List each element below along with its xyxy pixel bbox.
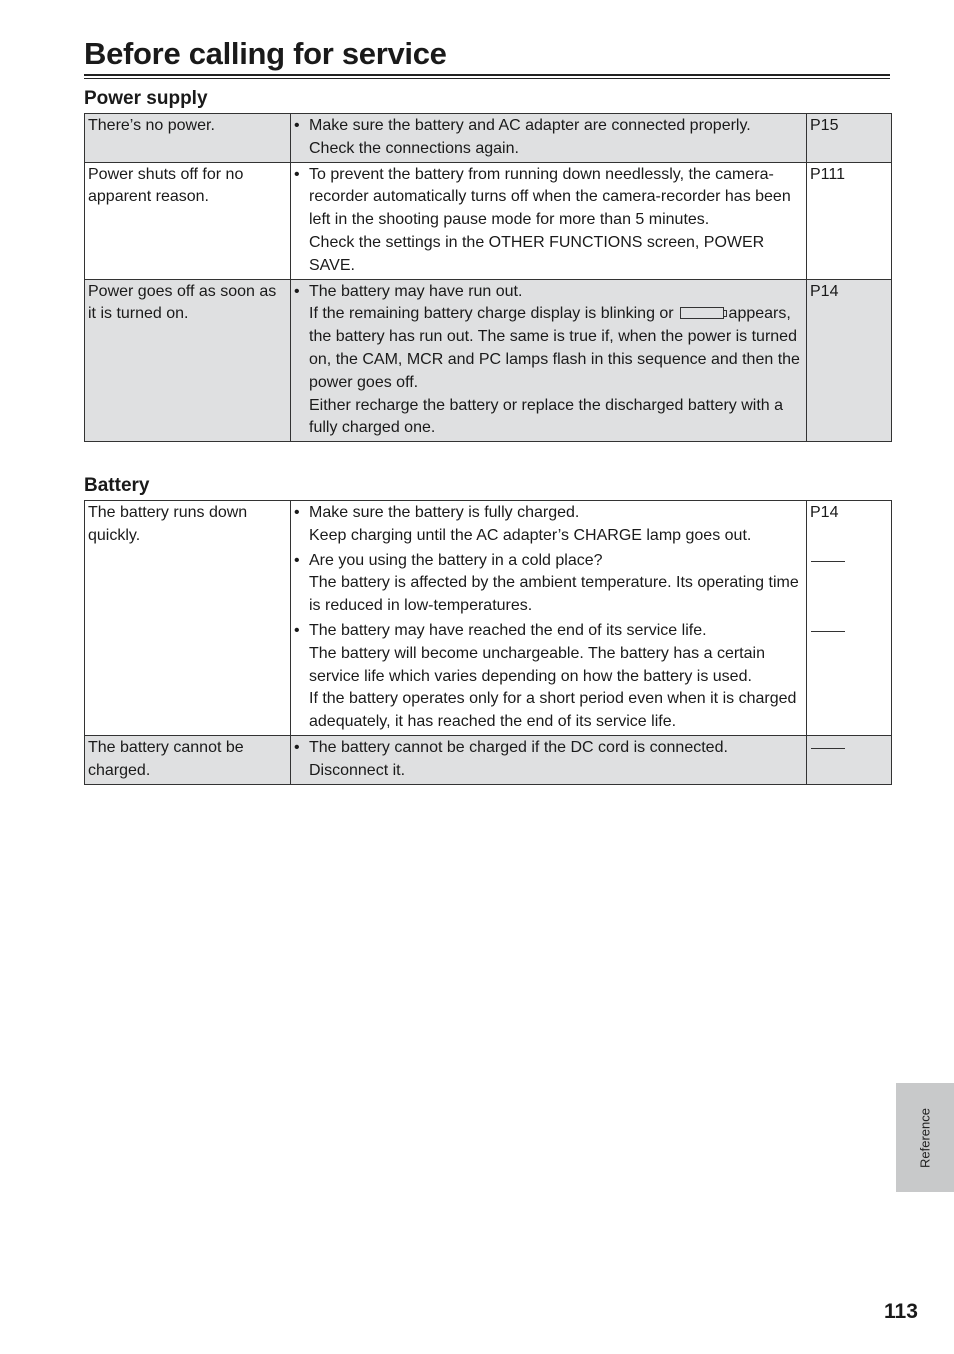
table-row (85, 501, 892, 736)
ref-spacer (810, 525, 888, 550)
side-tab-label: Reference (917, 1107, 933, 1168)
bullet-icon: • (294, 738, 300, 756)
remedy-text: Keep charging until the AC adapter’s CHARGE lamp goes out. (309, 526, 752, 544)
bullet-icon: • (294, 165, 300, 183)
remedy-text: The battery will become unchargeable. The battery has a certain service life which varies depending on how the battery is used. (309, 644, 765, 685)
no-reference-dash (810, 620, 888, 643)
reference-cell (807, 114, 892, 163)
symptom-cell: The battery cannot be charged. (85, 735, 291, 784)
table-row (85, 114, 892, 163)
remedy-text: The battery may have run out. (309, 282, 523, 300)
reference-cell (807, 279, 892, 442)
reference-cell (807, 735, 892, 784)
page-reference: P14 (810, 282, 839, 300)
power-supply-table (84, 113, 892, 442)
remedy-item (294, 620, 803, 734)
reference-cell (807, 162, 892, 279)
no-reference-dash (810, 737, 888, 760)
remedy-text: To prevent the battery from running down needlessly, the camera-recorder automatically turns off when the camera-recorder has been left in the shooting pause mode for more than 5 minutes. (309, 165, 791, 229)
bullet-icon: • (294, 504, 300, 521)
bullet-icon: • (294, 117, 300, 134)
remedy-cell (291, 735, 807, 784)
remedy-text: If the battery operates only for a short period even when it is charged adequately, it has reached the end of its service life. (309, 690, 797, 731)
section-heading-battery: Battery (84, 475, 150, 496)
remedy-text: Disconnect it. (309, 761, 406, 779)
battery-table (84, 500, 892, 785)
bullet-icon: • (294, 282, 300, 300)
ref-spacer (810, 572, 888, 620)
remedy-text: Make sure the battery and AC adapter are connected properly. (309, 117, 751, 134)
remedy-item (294, 502, 803, 548)
remedy-item (294, 115, 803, 161)
remedy-item (294, 281, 803, 441)
remedy-cell (291, 279, 807, 442)
page-number: 113 (884, 1300, 918, 1323)
bullet-icon: • (294, 621, 300, 639)
table-row (85, 279, 892, 442)
remedy-text: Make sure the battery is fully charged. (309, 504, 580, 521)
no-reference-dash (810, 550, 888, 573)
remedy-cell (291, 162, 807, 279)
remedy-text: Are you using the battery in a cold place? (309, 551, 603, 569)
reference-cell (807, 501, 892, 736)
remedy-item (294, 550, 803, 618)
title-rule-thin (84, 78, 890, 79)
page-reference: P111 (810, 165, 845, 183)
table-row (85, 162, 892, 279)
remedy-item (294, 164, 803, 278)
symptom-cell: There’s no power. (85, 114, 291, 163)
remedy-text: If the remaining battery charge display is blinking or (309, 305, 674, 323)
side-tab (896, 1083, 954, 1192)
remedy-text: Check the settings in the OTHER FUNCTIONS screen, POWER SAVE. (309, 233, 765, 274)
remedy-text-with-icon (309, 303, 803, 394)
remedy-cell (291, 501, 807, 736)
symptom-cell: Power shuts off for no apparent reason. (85, 162, 291, 279)
title-rule (84, 74, 890, 76)
remedy-text: appears, the battery has run out. The same is true if, when the power is turned on, the CAM, MCR and PC lamps flash in this sequence and then the power goes off. (309, 305, 800, 391)
page-reference: P14 (810, 504, 839, 521)
remedy-cell (291, 114, 807, 163)
bullet-icon: • (294, 551, 300, 569)
battery-empty-icon (680, 307, 724, 319)
page-reference: P15 (810, 117, 839, 134)
remedy-text: The battery may have reached the end of its service life. (309, 621, 707, 639)
remedy-item (294, 737, 803, 783)
table-row (85, 735, 892, 784)
remedy-text: The battery is affected by the ambient temperature. Its operating time is reduced in low-temperatures. (309, 574, 799, 615)
page-title: Before calling for service (84, 36, 447, 71)
remedy-text: The battery cannot be charged if the DC cord is connected. (309, 738, 728, 756)
symptom-cell: Power goes off as soon as it is turned on. (85, 279, 291, 442)
remedy-text: Check the connections again. (309, 139, 519, 157)
remedy-text: Either recharge the battery or replace the discharged battery with a fully charged one. (309, 396, 784, 437)
section-heading-power-supply: Power supply (84, 88, 208, 109)
symptom-cell: The battery runs down quickly. (85, 501, 291, 736)
